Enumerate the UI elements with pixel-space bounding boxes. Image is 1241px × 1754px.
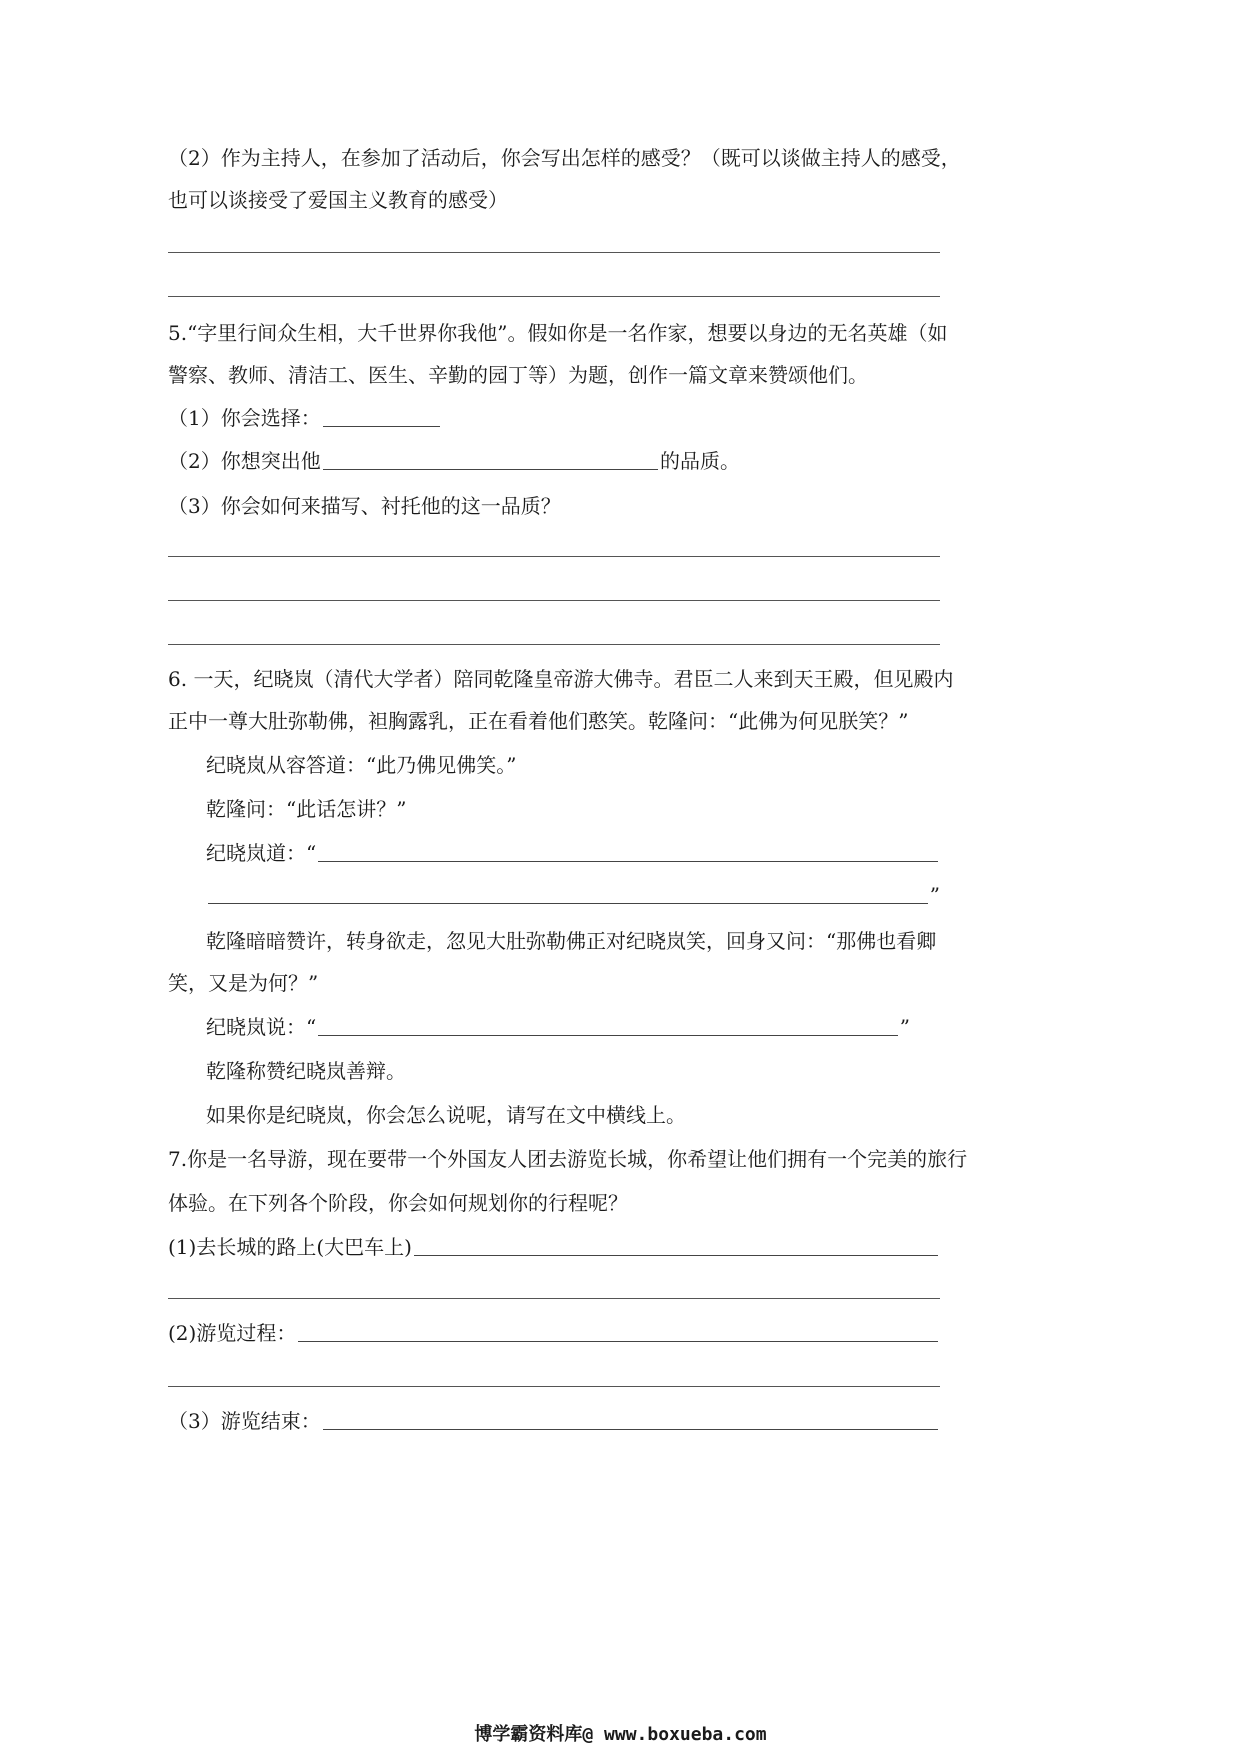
q6-answer1-cont <box>206 882 940 908</box>
q7-part3-label: （3）游览结束： <box>168 1409 321 1433</box>
q7-part1-blank[interactable] <box>414 1235 938 1256</box>
q5-line1: 5.“字里行间众生相，大千世界你我他”。假如你是一名作家，想要以身边的无名英雄（如 <box>168 321 948 345</box>
q7-part2-blank[interactable] <box>298 1321 938 1342</box>
q6-answer2 <box>206 1014 910 1040</box>
q7-part3 <box>168 1408 940 1434</box>
q7-part1 <box>168 1234 940 1260</box>
q6-line1: 6. 一天，纪晓岚（清代大学者）陪同乾隆皇帝游大佛寺。君臣二人来到天王殿，但见殿内 <box>168 667 954 691</box>
q6-answer1 <box>206 840 940 866</box>
q6-line7: 笑，又是为何？” <box>168 971 319 995</box>
q5-part2 <box>168 448 740 474</box>
q7-line1: 7.你是一名导游，现在要带一个外国友人团去游览长城，你希望让他们拥有一个完美的旅行 <box>168 1147 968 1171</box>
q7-line2: 体验。在下列各个阶段，你会如何规划你的行程呢？ <box>168 1191 628 1215</box>
q7-part2 <box>168 1320 940 1346</box>
q6-line9: 乾隆称赞纪晓岚善辩。 <box>206 1059 406 1083</box>
q6-answer2-close-quote: ” <box>899 1015 910 1039</box>
answer-line[interactable] <box>168 1298 940 1299</box>
q5-part2-prefix: （2）你想突出他 <box>168 449 321 473</box>
q7-part3-blank[interactable] <box>323 1409 938 1430</box>
q6-line10: 如果你是纪晓岚，你会怎么说呢，请写在文中横线上。 <box>206 1103 686 1127</box>
q4-part2-line2: 也可以谈接受了爱国主义教育的感受） <box>168 188 508 212</box>
q7-part1-label: (1)去长城的路上(大巴车上) <box>168 1235 412 1259</box>
q6-answer1-blank[interactable] <box>318 841 938 862</box>
q6-line4: 乾隆问：“此话怎讲？” <box>206 797 407 821</box>
q6-close-quote: ” <box>929 883 940 907</box>
q6-line2: 正中一尊大肚弥勒佛，袒胸露乳，正在看着他们憨笑。乾隆问：“此佛为何见朕笑？” <box>168 709 909 733</box>
q6-answer1-blank-cont[interactable] <box>208 883 928 904</box>
q6-answer1-label: 纪晓岚道：“ <box>206 841 317 865</box>
q6-answer2-label: 纪晓岚说：“ <box>206 1015 317 1039</box>
answer-line[interactable] <box>168 252 940 253</box>
answer-line[interactable] <box>168 644 940 645</box>
answer-line[interactable] <box>168 600 940 601</box>
q5-line2: 警察、教师、清洁工、医生、辛勤的园丁等）为题，创作一篇文章来赞颂他们。 <box>168 363 868 387</box>
answer-line[interactable] <box>168 556 940 557</box>
q5-part1 <box>168 405 442 431</box>
q5-part2-blank[interactable] <box>323 449 658 470</box>
q5-part1-blank[interactable] <box>323 406 440 427</box>
answer-line[interactable] <box>168 1386 940 1387</box>
q4-part2-line1: （2）作为主持人，在参加了活动后，你会写出怎样的感受？（既可以谈做主持人的感受， <box>168 146 961 170</box>
q6-answer2-blank[interactable] <box>318 1015 898 1036</box>
q5-part3: （3）你会如何来描写、衬托他的这一品质？ <box>168 494 561 518</box>
q6-line3: 纪晓岚从容答道：“此乃佛见佛笑。” <box>206 753 517 777</box>
q5-part2-suffix: 的品质。 <box>660 449 740 473</box>
q6-line6: 乾隆暗暗赞许，转身欲走，忽见大肚弥勒佛正对纪晓岚笑，回身又问：“那佛也看卿 <box>206 929 937 953</box>
q7-part2-label: (2)游览过程： <box>168 1321 297 1345</box>
answer-line[interactable] <box>168 296 940 297</box>
q5-part1-label: （1）你会选择： <box>168 406 321 430</box>
footer-watermark: 博学霸资料库@ www.boxueba.com <box>474 1724 767 1745</box>
